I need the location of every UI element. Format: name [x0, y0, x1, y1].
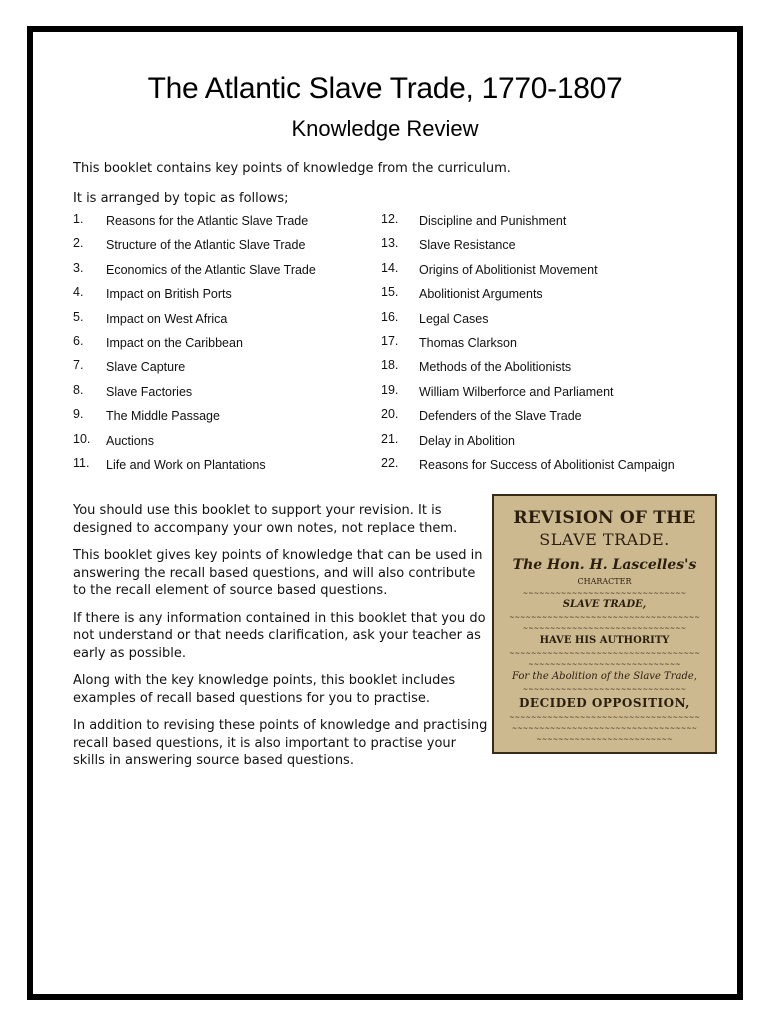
poster-filler: ~~~~~~~~~~~~~~~~~~~~~~~~~~~~~~~~~~ [511, 724, 698, 732]
topic-list-left [73, 212, 373, 480]
poster-filler: ~~~~~~~~~~~~~~~~~~~~~~~~~~~~ [528, 660, 681, 668]
poster-filler: ~~~~~~~~~~~~~~~~~~~~~~~~~~~~~~ [522, 624, 687, 632]
poster-heading: REVISION OF THE [513, 508, 696, 528]
body-text [73, 502, 491, 780]
poster-filler: ~~~~~~~~~~~~~~~~~~~~~~~~~ [536, 735, 673, 743]
topic-item: 20. Defenders of the Slave Trade [381, 407, 582, 424]
topic-item: 14. Origins of Abolitionist Movement [381, 260, 598, 277]
topic-item: 8. Slave Factories [73, 382, 193, 399]
topic-item: 2. Structure of the Atlantic Slave Trade [73, 236, 306, 253]
topic-item: 17. Thomas Clarkson [381, 333, 517, 350]
topic-item: 9. The Middle Passage [73, 407, 220, 424]
intro-line: It is arranged by topic as follows; [73, 191, 289, 206]
poster-filler: ~~~~~~~~~~~~~~~~~~~~~~~~~~~~~~~~~~~ [509, 649, 700, 657]
poster-filler: ~~~~~~~~~~~~~~~~~~~~~~~~~~~~~~~~~~~ [509, 713, 700, 721]
poster-filler: ~~~~~~~~~~~~~~~~~~~~~~~~~~~~~~ [522, 685, 687, 693]
historical-poster-image [492, 494, 717, 754]
topic-item: 10. Auctions [73, 431, 154, 448]
topic-item: 3. Economics of the Atlantic Slave Trade [73, 260, 316, 277]
document-title: The Atlantic Slave Trade, 1770-1807 [147, 72, 623, 105]
document-subtitle: Knowledge Review [291, 116, 479, 141]
topic-item: 11. Life and Work on Plantations [73, 455, 266, 472]
topic-item: 12. Discipline and Punishment [381, 212, 567, 228]
topic-item: 22. Reasons for Success of Abolitionist Campaign [381, 455, 675, 472]
topic-list-right [381, 212, 711, 480]
topic-item: 19. William Wilberforce and Parliament [381, 382, 614, 399]
poster-heading: SLAVE TRADE. [539, 530, 670, 549]
poster-text: For the Abolition of the Slave Trade, [512, 671, 697, 682]
topic-item: 13. Slave Resistance [381, 236, 516, 253]
body-paragraph: In addition to revising these points of knowledge and practising recall based questions, it is also important to practise your skills in answering source based questions. [73, 718, 488, 768]
topic-item: 1. Reasons for the Atlantic Slave Trade [73, 212, 309, 228]
body-paragraph: If there is any information contained in this booklet that you do not understand or that needs clarification, ask your teacher as early as possible. [73, 610, 486, 661]
topic-item: 5. Impact on West Africa [73, 309, 228, 326]
poster-text: HAVE HIS AUTHORITY [539, 635, 670, 646]
poster-text: SLAVE TRADE, [562, 599, 647, 610]
poster-filler: ~~~~~~~~~~~~~~~~~~~~~~~~~~~~~~~~~~~ [509, 613, 700, 621]
topic-item: 15. Abolitionist Arguments [381, 285, 543, 302]
document-page [27, 26, 743, 1000]
poster-text: CHARACTER [577, 577, 632, 586]
topic-item: 21. Delay in Abolition [381, 431, 515, 448]
body-paragraph: This booklet gives key points of knowledge that can be used in answering the recall based questions, and will also contribute to the recall element of source based questions. [73, 548, 483, 598]
topic-item: 6. Impact on the Caribbean [73, 333, 243, 350]
topic-item: 18. Methods of the Abolitionists [381, 358, 572, 375]
topic-item: 7. Slave Capture [73, 358, 186, 375]
topic-item: 16. Legal Cases [381, 309, 489, 326]
poster-text: DECIDED OPPOSITION, [519, 696, 690, 710]
poster-name: The Hon. H. Lascelles's [512, 557, 697, 573]
poster-filler: ~~~~~~~~~~~~~~~~~~~~~~~~~~~~~~ [522, 589, 687, 597]
topic-item: 4. Impact on British Ports [73, 285, 232, 302]
body-paragraph: Along with the key knowledge points, this booklet includes examples of recall based questions for you to practise. [73, 673, 456, 706]
intro-line: This booklet contains key points of knowledge from the curriculum. [73, 161, 511, 176]
body-paragraph: You should use this booklet to support your revision. It is designed to accompany your own notes, not replace them. [73, 503, 458, 536]
